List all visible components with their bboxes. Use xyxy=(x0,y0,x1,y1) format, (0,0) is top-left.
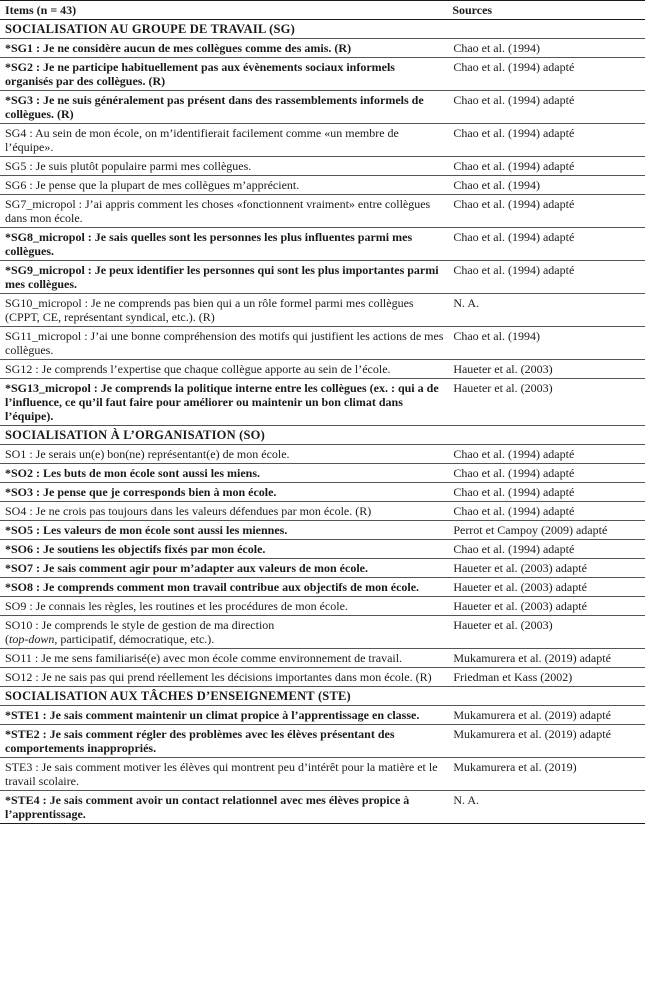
table-row xyxy=(0,379,645,426)
source-cell: N. A. xyxy=(447,294,645,327)
item-text: SG10_micropol : Je ne comprends pas bien qui a un rôle formel parmi mes collègues (CPPT, CE, représentant syndical, etc.). (R) xyxy=(5,296,414,324)
source-cell: Chao et al. (1994) adapté xyxy=(447,228,645,261)
source-cell: Chao et al. (1994) adapté xyxy=(447,261,645,294)
table-row xyxy=(0,176,645,195)
item-cell xyxy=(0,559,447,578)
source-cell: Chao et al. (1994) xyxy=(447,327,645,360)
section-title: SOCIALISATION À L’ORGANISATION (SO) xyxy=(0,426,645,445)
table-row xyxy=(0,668,645,687)
table-row xyxy=(0,578,645,597)
item-cell xyxy=(0,176,447,195)
item-cell xyxy=(0,649,447,668)
table-row xyxy=(0,91,645,124)
source-cell: Mukamurera et al. (2019) adapté xyxy=(447,725,645,758)
item-text: *STE4 : Je sais comment avoir un contact relationnel avec mes élèves propice à l’apprentissage. xyxy=(5,793,410,821)
source-cell: Chao et al. (1994) adapté xyxy=(447,195,645,228)
item-cell xyxy=(0,294,447,327)
item-text: *SG9_micropol : Je peux identifier les personnes qui sont les plus importantes parmi mes collègues. xyxy=(5,263,439,291)
item-cell xyxy=(0,228,447,261)
item-cell xyxy=(0,195,447,228)
table-row xyxy=(0,294,645,327)
source-cell: Chao et al. (1994) adapté xyxy=(447,91,645,124)
source-cell: Chao et al. (1994) adapté xyxy=(447,502,645,521)
table-row xyxy=(0,616,645,649)
item-text: SG4 : Au sein de mon école, on m’identifierait facilement comme «un membre de l’équipe». xyxy=(5,126,399,154)
item-cell xyxy=(0,706,447,725)
table-row xyxy=(0,195,645,228)
item-cell xyxy=(0,379,447,426)
item-text: SO1 : Je serais un(e) bon(ne) représentant(e) de mon école. xyxy=(5,447,290,461)
item-text-italic: top-down xyxy=(9,632,55,646)
item-text: *SO8 : Je comprends comment mon travail contribue aux objectifs de mon école. xyxy=(5,580,420,594)
item-text: SO10 : Je comprends le style de gestion de ma direction xyxy=(5,618,275,632)
source-cell: Chao et al. (1994) adapté xyxy=(447,540,645,559)
table-row xyxy=(0,124,645,157)
table-row xyxy=(0,758,645,791)
section-header-row xyxy=(0,426,645,445)
source-cell: Haueter et al. (2003) adapté xyxy=(447,578,645,597)
table-row xyxy=(0,464,645,483)
item-text: SG5 : Je suis plutôt populaire parmi mes collègues. xyxy=(5,159,252,173)
item-text: SO4 : Je ne crois pas toujours dans les valeurs défendues par mon école. (R) xyxy=(5,504,372,518)
section-header-row xyxy=(0,20,645,39)
header-sources: Sources xyxy=(447,1,645,20)
table-row xyxy=(0,445,645,464)
item-text: *STE2 : Je sais comment régler des problèmes avec les élèves présentant des comportements inappropriés. xyxy=(5,727,395,755)
table-row xyxy=(0,791,645,824)
item-text: *SO7 : Je sais comment agir pour m’adapter aux valeurs de mon école. xyxy=(5,561,368,575)
item-cell xyxy=(0,39,447,58)
item-cell xyxy=(0,445,447,464)
source-cell: Mukamurera et al. (2019) adapté xyxy=(447,649,645,668)
item-cell xyxy=(0,502,447,521)
source-cell: Haueter et al. (2003) xyxy=(447,360,645,379)
table-row xyxy=(0,157,645,176)
section-title: SOCIALISATION AU GROUPE DE TRAVAIL (SG) xyxy=(0,20,645,39)
source-cell: Chao et al. (1994) adapté xyxy=(447,445,645,464)
item-text: *SO5 : Les valeurs de mon école sont aussi les miennes. xyxy=(5,523,288,537)
source-cell: Chao et al. (1994) adapté xyxy=(447,157,645,176)
source-cell: Haueter et al. (2003) adapté xyxy=(447,597,645,616)
source-cell: Perrot et Campoy (2009) adapté xyxy=(447,521,645,540)
item-cell xyxy=(0,540,447,559)
section-title: SOCIALISATION AUX TÂCHES D’ENSEIGNEMENT (STE) xyxy=(0,687,645,706)
item-text: SO11 : Je me sens familiarisé(e) avec mon école comme environnement de travail. xyxy=(5,651,403,665)
source-cell: Mukamurera et al. (2019) adapté xyxy=(447,706,645,725)
source-cell: N. A. xyxy=(447,791,645,824)
item-cell xyxy=(0,91,447,124)
item-text: SG12 : Je comprends l’expertise que chaque collègue apporte au sein de l’école. xyxy=(5,362,391,376)
item-cell xyxy=(0,261,447,294)
item-cell xyxy=(0,758,447,791)
table-row xyxy=(0,540,645,559)
source-cell: Chao et al. (1994) xyxy=(447,176,645,195)
table-row xyxy=(0,228,645,261)
item-cell: SO10 : Je comprends le style de gestion de ma direction (top-down, participatif, démocratique, etc.). xyxy=(0,616,447,649)
source-cell: Chao et al. (1994) adapté xyxy=(447,464,645,483)
item-cell xyxy=(0,58,447,91)
item-cell xyxy=(0,725,447,758)
item-text: *SO2 : Les buts de mon école sont aussi les miens. xyxy=(5,466,261,480)
item-text: SO9 : Je connais les règles, les routines et les procédures de mon école. xyxy=(5,599,348,613)
source-cell: Haueter et al. (2003) xyxy=(447,616,645,649)
table-header-row xyxy=(0,1,645,20)
table-row xyxy=(0,706,645,725)
table-row xyxy=(0,483,645,502)
table-row xyxy=(0,521,645,540)
section-header-row xyxy=(0,687,645,706)
item-text: STE3 : Je sais comment motiver les élèves qui montrent peu d’intérêt pour la matière et le travail scolaire. xyxy=(5,760,438,788)
item-text-tail: , participatif, démocratique, etc.). xyxy=(54,632,215,646)
table-row xyxy=(0,725,645,758)
item-text: SG11_micropol : J’ai une bonne compréhension des motifs qui justifient les actions de mes collègues. xyxy=(5,329,444,357)
table-row xyxy=(0,261,645,294)
item-cell xyxy=(0,360,447,379)
table-row xyxy=(0,649,645,668)
source-cell: Chao et al. (1994) adapté xyxy=(447,483,645,502)
source-cell: Friedman et Kass (2002) xyxy=(447,668,645,687)
item-cell xyxy=(0,464,447,483)
item-cell xyxy=(0,157,447,176)
source-cell: Chao et al. (1994) adapté xyxy=(447,58,645,91)
item-text: *SG8_micropol : Je sais quelles sont les personnes les plus influentes parmi mes collègues. xyxy=(5,230,413,258)
item-text: *STE1 : Je sais comment maintenir un climat propice à l’apprentissage en classe. xyxy=(5,708,420,722)
item-text: *SG1 : Je ne considère aucun de mes collègues comme des amis. (R) xyxy=(5,41,352,55)
item-text: *SG13_micropol : Je comprends la politique interne entre les collègues (ex. : qui a de l’influence, ce qu’il faut faire pour améliorer ou maintenir un bon climat dans l’équipe). xyxy=(5,381,439,423)
table-row xyxy=(0,39,645,58)
table-row xyxy=(0,502,645,521)
table-row xyxy=(0,597,645,616)
item-text: *SO6 : Je soutiens les objectifs fixés par mon école. xyxy=(5,542,266,556)
item-text: *SO3 : Je pense que je corresponds bien à mon école. xyxy=(5,485,277,499)
source-cell: Chao et al. (1994) xyxy=(447,39,645,58)
source-cell: Haueter et al. (2003) xyxy=(447,379,645,426)
table-row xyxy=(0,327,645,360)
source-cell: Haueter et al. (2003) adapté xyxy=(447,559,645,578)
item-cell xyxy=(0,124,447,157)
source-cell: Chao et al. (1994) adapté xyxy=(447,124,645,157)
source-cell: Mukamurera et al. (2019) xyxy=(447,758,645,791)
item-text: SO12 : Je ne sais pas qui prend réellement les décisions importantes dans mon école. (R) xyxy=(5,670,432,684)
item-cell xyxy=(0,521,447,540)
item-text: SG6 : Je pense que la plupart de mes collègues m’apprécient. xyxy=(5,178,300,192)
table-row xyxy=(0,58,645,91)
item-cell xyxy=(0,597,447,616)
item-cell xyxy=(0,791,447,824)
item-text: *SG2 : Je ne participe habituellement pas aux évènements sociaux informels organisés par des collègues. (R) xyxy=(5,60,395,88)
item-text: *SG3 : Je ne suis généralement pas présent dans des rassemblements informels de collègues. (R) xyxy=(5,93,424,121)
item-cell xyxy=(0,327,447,360)
table-row xyxy=(0,559,645,578)
header-items: Items (n = 43) xyxy=(0,1,447,20)
item-text: SG7_micropol : J’ai appris comment les choses «fonctionnent vraiment» entre collègues dans mon école. xyxy=(5,197,431,225)
item-cell xyxy=(0,578,447,597)
item-cell xyxy=(0,483,447,502)
table-body xyxy=(0,20,645,824)
table-row xyxy=(0,360,645,379)
item-cell xyxy=(0,668,447,687)
